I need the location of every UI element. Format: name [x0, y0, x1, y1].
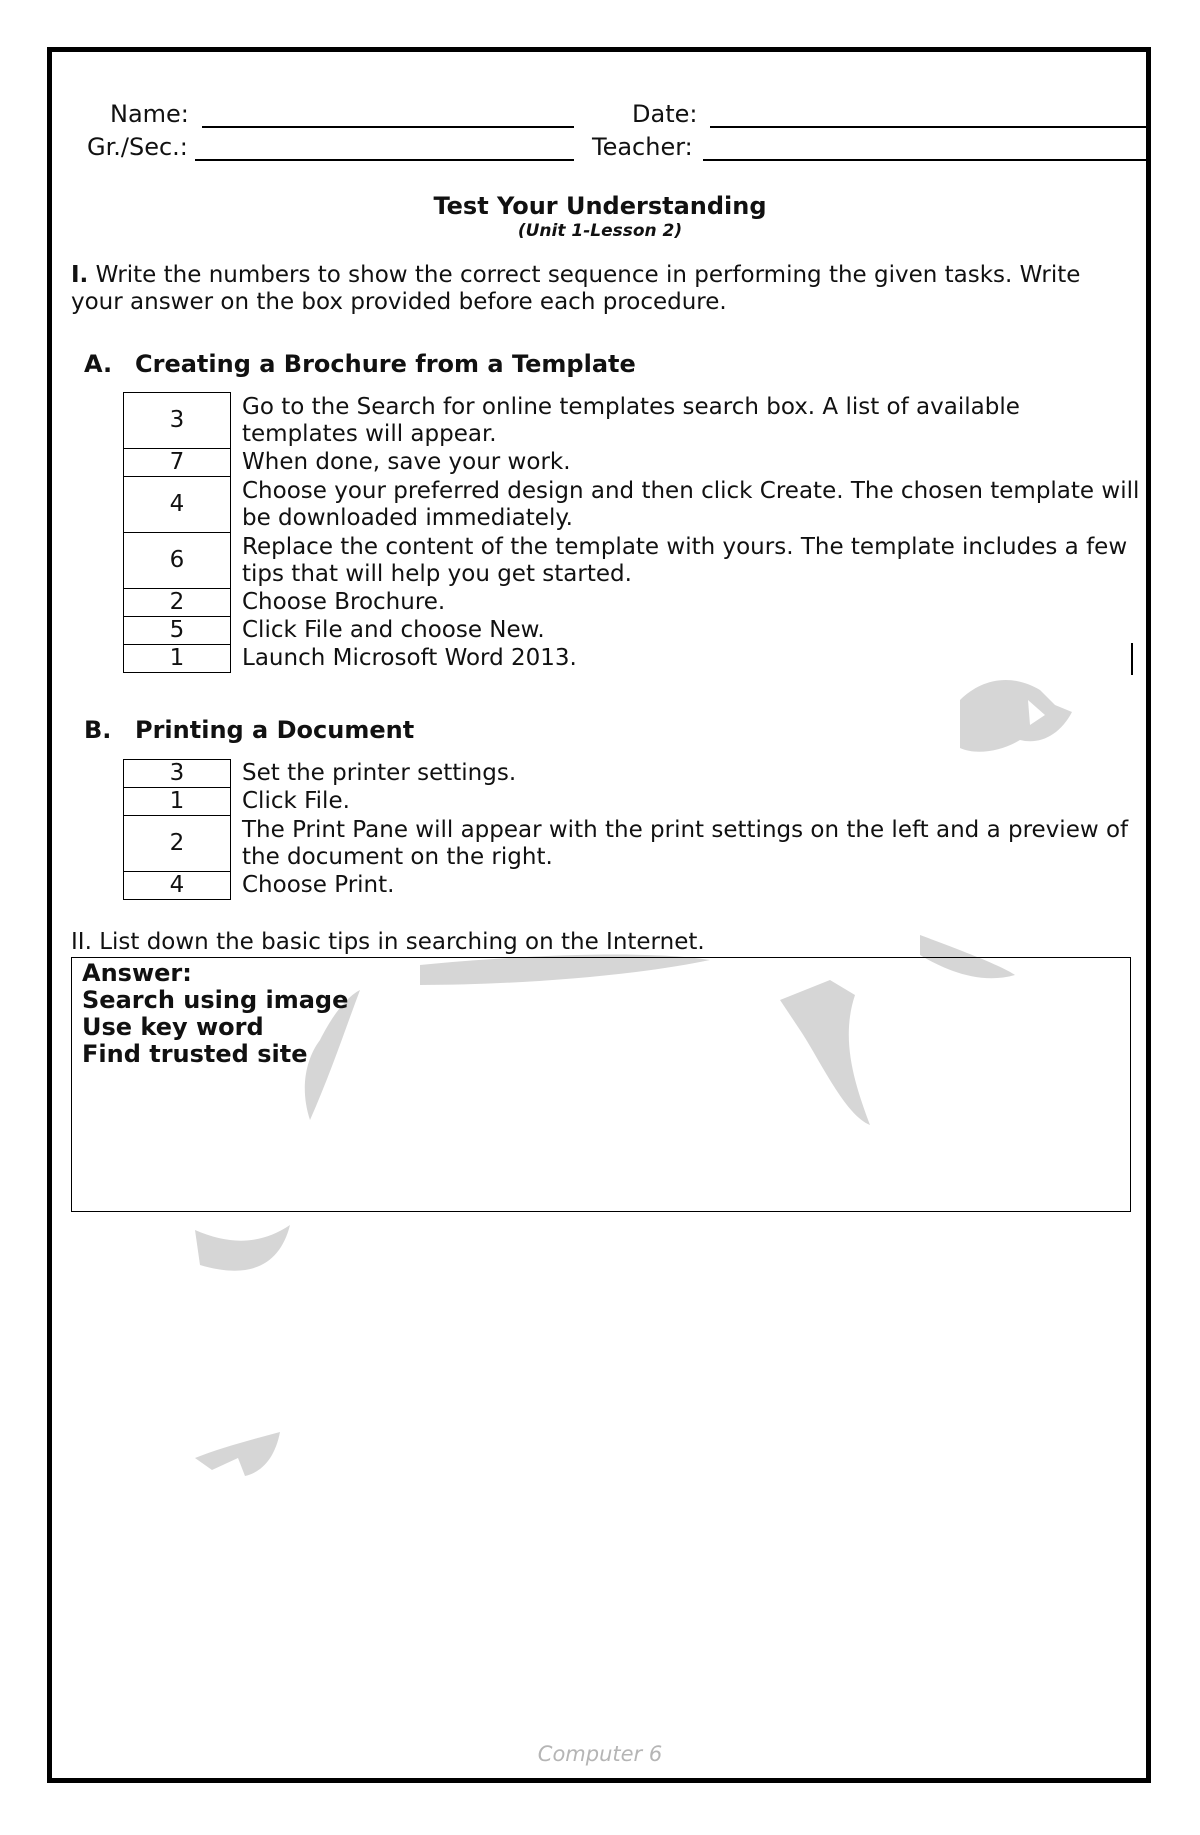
answer-box[interactable]: 5: [124, 617, 231, 645]
table-row: [124, 449, 1143, 477]
section-b-heading: [84, 716, 414, 744]
procedure-text: Click File.: [242, 788, 350, 814]
date-label: Date:: [632, 100, 698, 128]
procedure-text: The Print Pane will appear with the print settings on the left and a preview of the document on the right.: [242, 816, 1129, 870]
grsec-label: Gr./Sec.:: [87, 133, 188, 161]
procedure-text: Go to the Search for online templates search box. A list of available templates will appear.: [242, 393, 1020, 447]
answer-box[interactable]: 1: [124, 645, 231, 673]
text-cursor: [1131, 643, 1133, 675]
answer-box[interactable]: 1: [124, 788, 231, 816]
grsec-line[interactable]: [195, 159, 574, 161]
answer-line: Find trusted site: [82, 1040, 308, 1068]
part2-instruction: II. List down the basic tips in searching on the Internet.: [71, 929, 705, 955]
answer-box[interactable]: 2: [124, 589, 231, 617]
answer-box[interactable]: 3: [124, 393, 231, 449]
part1-instruction: [71, 262, 1131, 316]
section-b-letter: B.: [84, 716, 112, 744]
answer-line: Use key word: [82, 1013, 264, 1041]
procedure-text: Set the printer settings.: [242, 760, 517, 786]
answer-box[interactable]: 6: [124, 533, 231, 589]
procedure-text: Replace the content of the template with yours. The template includes a few tips that will help you get started.: [242, 533, 1128, 587]
part1-numeral: I.: [71, 262, 89, 288]
answer-box[interactable]: 7: [124, 449, 231, 477]
procedure-text: Click File and choose New.: [242, 617, 545, 643]
table-row: [124, 788, 1143, 816]
answer-line: Search using image: [82, 986, 349, 1014]
answer-area[interactable]: [71, 957, 1131, 1212]
name-line[interactable]: [202, 126, 574, 128]
footer-subject: Computer 6: [537, 1742, 663, 1766]
procedure-text: Choose your preferred design and then click Create. The chosen template will be downloaded immediately.: [242, 477, 1140, 531]
answer-label: Answer:: [82, 959, 192, 987]
procedure-text: Launch Microsoft Word 2013.: [242, 645, 577, 671]
page-subtitle: (Unit 1-Lesson 2): [517, 221, 683, 241]
part1-instruction-text: Write the numbers to show the correct sequence in performing the given tasks. Write your answer on the box provided before each procedure.: [71, 262, 1081, 315]
section-a-title: Creating a Brochure from a Template: [135, 350, 636, 378]
teacher-label: Teacher:: [592, 133, 693, 161]
table-row: [124, 645, 1143, 673]
section-a-letter: A.: [84, 350, 113, 378]
procedure-text: Choose Brochure.: [242, 589, 446, 615]
table-row: [124, 393, 1143, 449]
table-row: [124, 477, 1143, 533]
section-a-table: [123, 392, 1143, 673]
table-row: [124, 617, 1143, 645]
procedure-text: Choose Print.: [242, 872, 395, 898]
answer-box[interactable]: 4: [124, 477, 231, 533]
name-label: Name:: [110, 100, 189, 128]
table-row: [124, 760, 1143, 788]
table-row: [124, 872, 1143, 900]
table-row: [124, 533, 1143, 589]
section-b-table: [123, 759, 1143, 900]
table-row: [124, 589, 1143, 617]
date-line[interactable]: [710, 126, 1150, 128]
procedure-text: When done, save your work.: [242, 449, 571, 475]
table-row: [124, 816, 1143, 872]
section-a-heading: [84, 350, 636, 378]
page-title: Test Your Understanding: [433, 192, 767, 220]
teacher-line[interactable]: [703, 159, 1150, 161]
answer-box[interactable]: 4: [124, 872, 231, 900]
answer-box[interactable]: 2: [124, 816, 231, 872]
answer-box[interactable]: 3: [124, 760, 231, 788]
section-b-title: Printing a Document: [135, 716, 415, 744]
